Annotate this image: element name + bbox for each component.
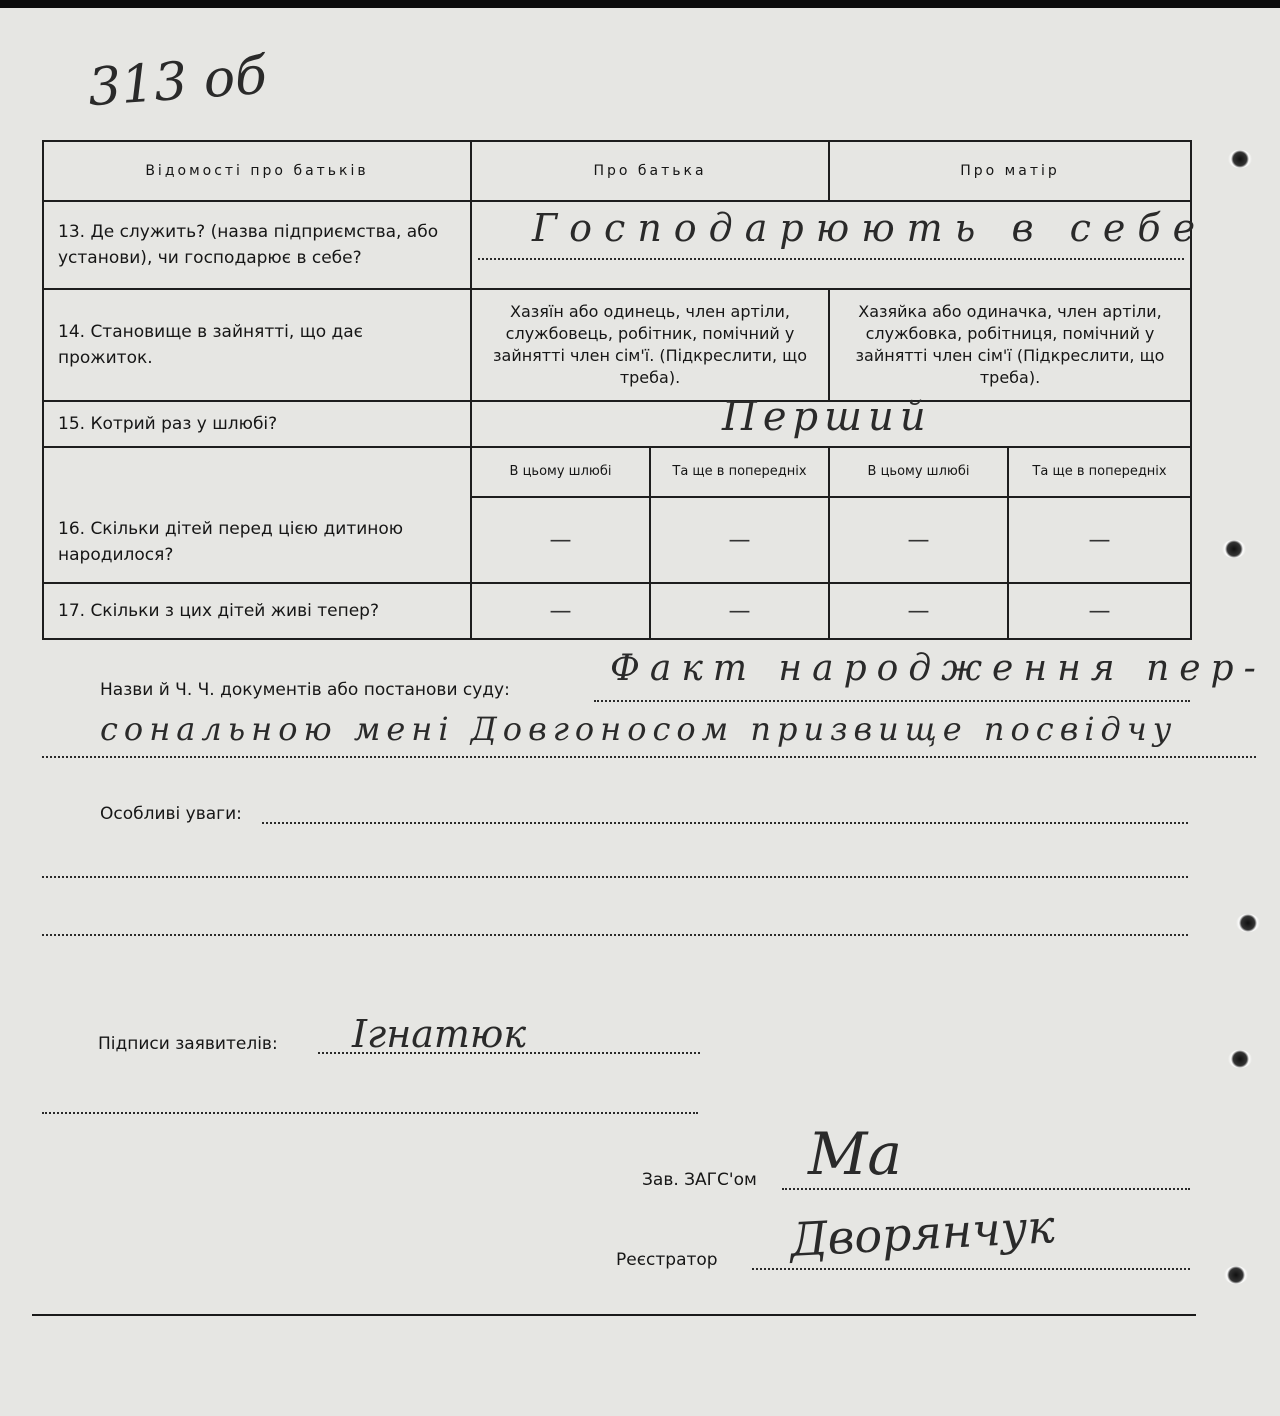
- notes-line-2[interactable]: [42, 876, 1188, 878]
- subheader-mother-this: В цьому шлюбі: [829, 447, 1008, 497]
- q15-handwritten-answer: Перший: [722, 394, 932, 440]
- binding-hole-5: [1224, 1266, 1248, 1284]
- documents-line-1[interactable]: [594, 700, 1190, 702]
- documents-handwritten-1: Факт народження пер-: [610, 648, 1266, 689]
- binding-hole-3: [1236, 914, 1260, 932]
- q16-label: 16. Скільки дітей перед цією дитиною народилося?: [43, 447, 471, 583]
- head-signature-line[interactable]: [782, 1188, 1190, 1190]
- row-17: [43, 583, 1191, 639]
- row-14: [43, 289, 1191, 401]
- row-16-subheaders: [43, 447, 1191, 497]
- documents-handwritten-2: сональною мені Довгоносом призвище посвідчу: [100, 710, 1178, 748]
- q13-handwritten-answer: Господарюють в себе: [532, 206, 1208, 250]
- q13-label: 13. Де служить? (назва підприємства, або установи), чи господарює в себе?: [43, 201, 471, 289]
- q15-label: 15. Котрий раз у шлюбі?: [43, 401, 471, 447]
- q13-dotted-line: [478, 258, 1184, 260]
- notes-line-3[interactable]: [42, 934, 1188, 936]
- head-label: Зав. ЗАГС'ом: [642, 1170, 757, 1190]
- row-15: [43, 401, 1191, 447]
- q16-mother-this[interactable]: —: [829, 497, 1008, 583]
- subheader-father-this: В цьому шлюбі: [471, 447, 650, 497]
- binding-hole-1: [1228, 150, 1252, 168]
- q14-mother-options[interactable]: Хазяйка або одиначка, член артіли, службовка, робітниця, помічний у зайнятті член сім'ї (Підкреслити, що треба).: [829, 289, 1191, 401]
- applicants-line-2[interactable]: [42, 1112, 698, 1114]
- applicants-label: Підписи заявителів:: [98, 1034, 278, 1054]
- q14-label: 14. Становище в зайнятті, що дає прожиток.: [43, 289, 471, 401]
- subheader-father-prev: Та ще в попередніх: [650, 447, 829, 497]
- documents-label: Назви й Ч. Ч. документів або постанови суду:: [100, 680, 510, 700]
- q16-father-this[interactable]: —: [471, 497, 650, 583]
- q17-mother-prev[interactable]: —: [1008, 583, 1191, 639]
- notes-line-1[interactable]: [262, 822, 1188, 824]
- registrar-signature-line[interactable]: [752, 1268, 1190, 1270]
- applicants-signature: Ігнатюк: [352, 1012, 527, 1056]
- page-number: 313 об: [86, 45, 269, 119]
- table-header-row: [43, 141, 1191, 201]
- documents-line-2[interactable]: [42, 756, 1256, 758]
- q13-answer-cell[interactable]: [471, 201, 1208, 289]
- header-parents-info: Відомості про батьків: [43, 141, 471, 201]
- q15-answer-cell[interactable]: [471, 394, 1191, 447]
- binding-hole-2: [1222, 540, 1246, 558]
- q17-father-prev[interactable]: —: [650, 583, 829, 639]
- header-mother: Про матір: [829, 141, 1191, 201]
- bottom-rule: [32, 1314, 1196, 1316]
- binding-hole-4: [1228, 1050, 1252, 1068]
- q17-mother-this[interactable]: —: [829, 583, 1008, 639]
- q14-father-options[interactable]: Хазяїн або одинець, член артіли, службовець, робітник, помічний у зайнятті член сім'ї. (Підкреслити, що треба).: [471, 289, 829, 401]
- parents-info-table: [42, 140, 1208, 640]
- registrar-signature: Дворянчук: [788, 1199, 1057, 1267]
- q16-father-prev[interactable]: —: [650, 497, 829, 583]
- page-top-edge: [0, 0, 1280, 8]
- q16-mother-prev[interactable]: —: [1008, 497, 1191, 583]
- subheader-mother-prev: Та ще в попередніх: [1008, 447, 1191, 497]
- header-father: Про батька: [471, 141, 829, 201]
- q17-father-this[interactable]: —: [471, 583, 650, 639]
- q17-label: 17. Скільки з цих дітей живі тепер?: [43, 583, 471, 639]
- registrar-label: Реєстратор: [616, 1250, 718, 1270]
- head-signature: Ма: [808, 1120, 902, 1188]
- notes-label: Особливі уваги:: [100, 804, 242, 824]
- row-13: [43, 201, 1191, 289]
